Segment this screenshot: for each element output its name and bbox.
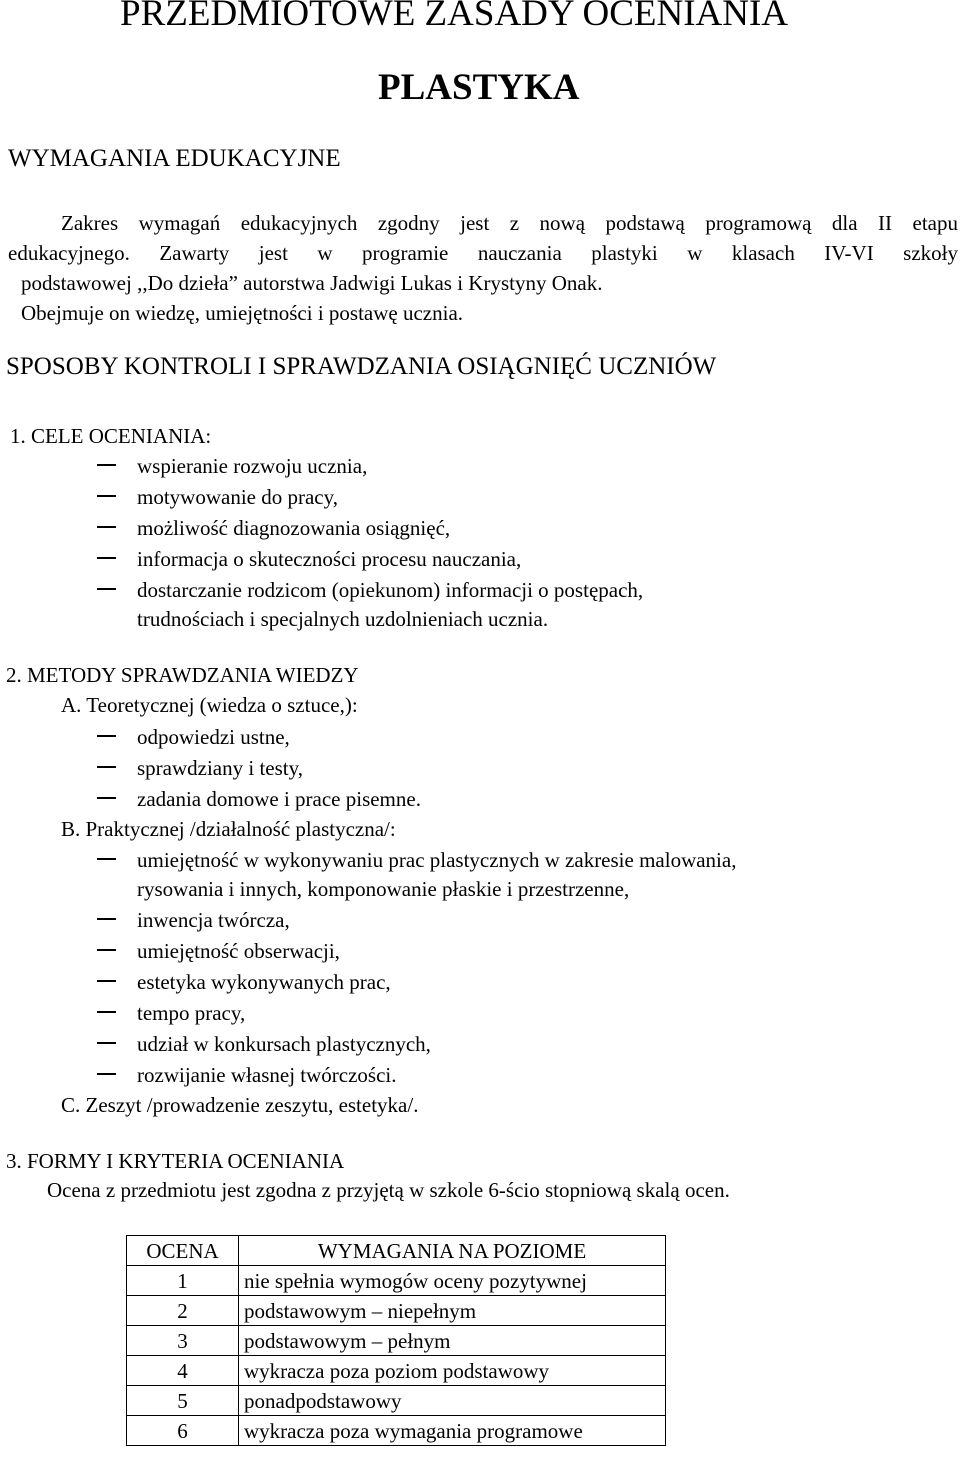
dash-bullet — [97, 1073, 116, 1075]
dash-bullet — [97, 949, 116, 951]
grades-table — [126, 1235, 666, 1446]
theory-item: odpowiedzi ustne, — [137, 725, 290, 749]
section-3-heading: 3. FORMY I KRYTERIA OCENIANIA — [6, 1149, 345, 1173]
table-row — [127, 1356, 666, 1386]
table-row — [127, 1266, 666, 1296]
grade-cell: 6 — [127, 1416, 239, 1446]
intro-line: edukacyjnego. Zawarty jest w programie nauczania plastyki w klasach IV-VI szkoły — [8, 241, 958, 265]
goal-item: dostarczanie rodzicom (opiekunom) informacji o postępach, — [137, 578, 644, 602]
table-row — [127, 1326, 666, 1356]
requirement-cell: ponadpodstawowy — [239, 1386, 666, 1416]
table-header-requirements: WYMAGANIA NA POZIOME — [239, 1236, 666, 1266]
goal-item-continuation: trudnościach i specjalnych uzdolnieniach ucznia. — [137, 607, 549, 631]
practice-item: umiejętność obserwacji, — [137, 939, 340, 963]
practice-item: inwencja twórcza, — [137, 908, 290, 932]
dash-bullet — [97, 918, 116, 920]
requirement-cell: wykracza poza wymagania programowe — [239, 1416, 666, 1446]
notebook-heading: C. Zeszyt /prowadzenie zeszytu, estetyka/. — [61, 1093, 419, 1117]
requirement-cell: nie spełnia wymogów oceny pozytywnej — [239, 1266, 666, 1296]
dash-bullet — [97, 858, 116, 860]
dash-bullet — [97, 464, 116, 466]
grade-cell: 1 — [127, 1266, 239, 1296]
theory-item: zadania domowe i prace pisemne. — [137, 787, 421, 811]
table-row — [127, 1296, 666, 1326]
dash-bullet — [97, 526, 116, 528]
practice-item: umiejętność w wykonywaniu prac plastycznych w zakresie malowania, — [137, 848, 737, 872]
grade-cell: 3 — [127, 1326, 239, 1356]
practice-item-continuation: rysowania i innych, komponowanie płaskie i przestrzenne, — [137, 877, 630, 901]
subject-title: PLASTYKA — [378, 67, 580, 108]
practice-item: estetyka wykonywanych prac, — [137, 970, 391, 994]
document-title: PRZEDMIOTOWE ZASADY OCENIANIA — [120, 0, 789, 34]
theory-heading: A. Teoretycznej (wiedza o sztuce,): — [61, 693, 358, 717]
dash-bullet — [97, 557, 116, 559]
intro-line: podstawowej ,,Do dzieła” autorstwa Jadwigi Lukas i Krystyny Onak. — [21, 271, 603, 295]
requirement-cell: podstawowym – pełnym — [239, 1326, 666, 1356]
practice-item: udział w konkursach plastycznych, — [137, 1032, 431, 1056]
grade-cell: 2 — [127, 1296, 239, 1326]
grade-cell: 4 — [127, 1356, 239, 1386]
control-heading: SPOSOBY KONTROLI I SPRAWDZANIA OSIĄGNIĘĆ UCZNIÓW — [6, 353, 717, 380]
goal-item: możliwość diagnozowania osiągnięć, — [137, 516, 451, 540]
dash-bullet — [97, 1011, 116, 1013]
table-header-grade: OCENA — [127, 1236, 239, 1266]
intro-paragraph — [8, 208, 958, 328]
goal-item: informacja o skuteczności procesu nauczania, — [137, 547, 522, 571]
dash-bullet — [97, 588, 116, 590]
practice-item: rozwijanie własnej twórczości. — [137, 1063, 397, 1087]
section-2-heading: 2. METODY SPRAWDZANIA WIEDZY — [6, 663, 359, 687]
section-1-heading: 1. CELE OCENIANIA: — [10, 424, 212, 448]
practice-item: tempo pracy, — [137, 1001, 246, 1025]
goal-item: motywowanie do pracy, — [137, 485, 338, 509]
requirements-heading: WYMAGANIA EDUKACYJNE — [8, 145, 341, 172]
dash-bullet — [97, 735, 116, 737]
grading-scale-text: Ocena z przedmiotu jest zgodna z przyjętą w szkole 6-ścio stopniową skalą ocen. — [47, 1178, 730, 1202]
intro-line: Zakres wymagań edukacyjnych zgodny jest z nową podstawą programową dla II etapu — [61, 211, 958, 235]
theory-item: sprawdziany i testy, — [137, 756, 304, 780]
table-row — [127, 1416, 666, 1446]
intro-line: Obejmuje on wiedzę, umiejętności i postawę ucznia. — [21, 301, 464, 325]
dash-bullet — [97, 980, 116, 982]
dash-bullet — [97, 495, 116, 497]
practice-heading: B. Praktycznej /działalność plastyczna/: — [61, 817, 396, 841]
dash-bullet — [97, 1042, 116, 1044]
requirement-cell: podstawowym – niepełnym — [239, 1296, 666, 1326]
dash-bullet — [97, 766, 116, 768]
grade-cell: 5 — [127, 1386, 239, 1416]
table-header-row — [127, 1236, 666, 1266]
dash-bullet — [97, 797, 116, 799]
requirement-cell: wykracza poza poziom podstawowy — [239, 1356, 666, 1386]
goal-item: wspieranie rozwoju ucznia, — [137, 454, 368, 478]
table-row — [127, 1386, 666, 1416]
